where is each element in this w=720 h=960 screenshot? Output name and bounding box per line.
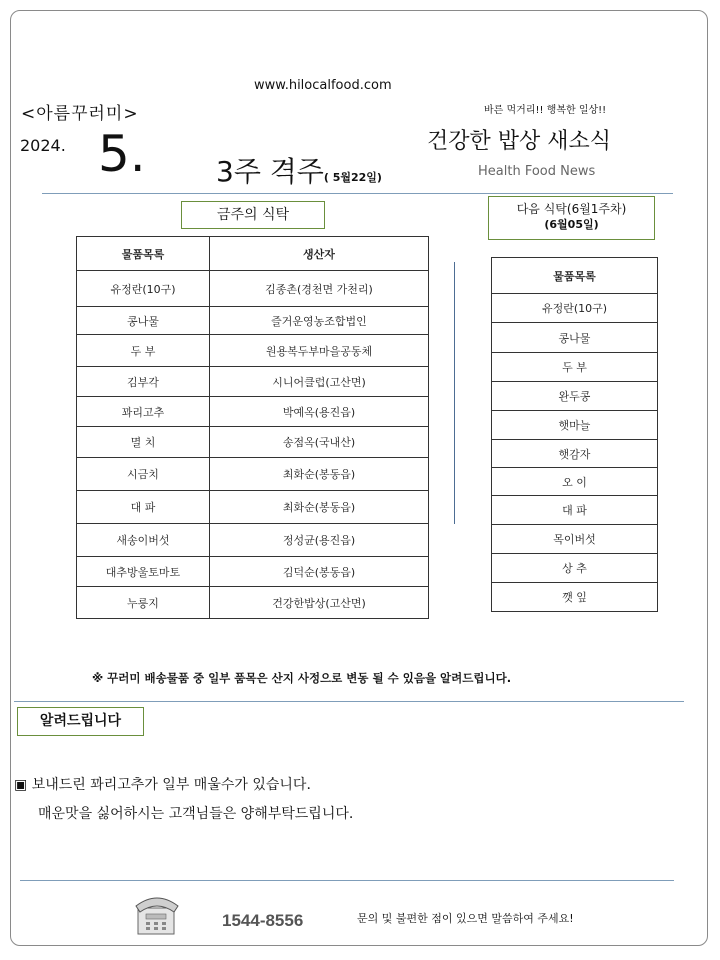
table-row — [492, 468, 658, 496]
issue-date: ( 5월22일) — [323, 171, 382, 184]
column-header-item: 물품목록 — [77, 237, 210, 271]
issue-year: 2024. — [20, 136, 66, 155]
item-cell: 깻 잎 — [492, 583, 658, 612]
producer-cell: 시니어클럽(고산면) — [210, 367, 429, 397]
producer-cell: 송점옥(국내산) — [210, 427, 429, 458]
item-cell: 콩나물 — [492, 323, 658, 353]
announcement-text-1: 보내드린 꽈리고추가 일부 매울수가 있습니다. — [31, 777, 311, 793]
table-header-row — [492, 258, 658, 294]
item-cell: 대 파 — [492, 496, 658, 525]
this-week-label: 금주의 식탁 — [181, 201, 325, 229]
producer-cell: 김덕순(봉동읍) — [210, 557, 429, 587]
column-divider — [454, 262, 455, 524]
item-cell: 햇마늘 — [492, 411, 658, 440]
table-row — [77, 524, 429, 557]
producer-cell: 원용복두부마을공동체 — [210, 335, 429, 367]
table-row — [77, 397, 429, 427]
item-cell: 콩나물 — [77, 307, 210, 335]
table-row — [492, 382, 658, 411]
website-url[interactable]: www.hilocalfood.com — [254, 78, 392, 93]
item-cell: 햇감자 — [492, 440, 658, 468]
next-week-label — [488, 196, 655, 240]
announcement-line-1 — [14, 774, 311, 794]
item-cell: 대 파 — [77, 491, 210, 524]
producer-cell: 정성균(용진읍) — [210, 524, 429, 557]
announcement-label: 알려드립니다 — [17, 707, 144, 736]
next-week-table — [491, 257, 658, 612]
producer-cell: 즐거운영농조합법인 — [210, 307, 429, 335]
item-cell: 김부각 — [77, 367, 210, 397]
table-row — [492, 294, 658, 323]
table-row — [77, 427, 429, 458]
next-week-date: (6월05일) — [544, 218, 599, 231]
table-row — [77, 458, 429, 491]
table-row — [77, 557, 429, 587]
phone-number[interactable]: 1544-8556 — [222, 911, 304, 930]
table-row — [77, 491, 429, 524]
table-row — [492, 496, 658, 525]
producer-cell: 최화순(봉동읍) — [210, 458, 429, 491]
issue-week — [216, 150, 382, 190]
table-row — [77, 367, 429, 397]
table-row — [492, 411, 658, 440]
notice-text: ※ 꾸러미 배송물품 중 일부 품목은 산지 사정으로 변동 될 수 있음을 알려드립니다. — [92, 671, 512, 685]
header-divider — [42, 193, 673, 194]
item-cell: 두 부 — [77, 335, 210, 367]
announcement-line-2: 매운맛을 싫어하시는 고객님들은 양해부탁드립니다. — [38, 806, 354, 822]
item-cell: 상 추 — [492, 554, 658, 583]
notice-divider — [14, 701, 684, 702]
table-row — [492, 525, 658, 554]
table-row — [492, 323, 658, 353]
item-cell: 두 부 — [492, 353, 658, 382]
this-week-table — [76, 236, 429, 619]
producer-cell: 김종촌(경천면 가천리) — [210, 271, 429, 307]
slogan: 바른 먹거리!! 행복한 일상!! — [484, 105, 607, 116]
footer-divider — [20, 880, 674, 881]
item-cell: 멸 치 — [77, 427, 210, 458]
item-cell: 새송이버섯 — [77, 524, 210, 557]
item-cell: 유정란(10구) — [492, 294, 658, 323]
brand-name: <아름꾸러미> — [21, 104, 139, 124]
item-cell: 대추방울토마토 — [77, 557, 210, 587]
newsletter-subtitle: Health Food News — [478, 164, 596, 179]
producer-cell: 최화순(봉동읍) — [210, 491, 429, 524]
item-cell: 유정란(10구) — [77, 271, 210, 307]
table-row — [492, 554, 658, 583]
phone-icon — [134, 888, 180, 938]
column-header-item: 물품목록 — [492, 258, 658, 294]
table-row — [77, 335, 429, 367]
next-week-title: 다음 식탁(6월1주차) — [516, 202, 627, 216]
table-row — [492, 583, 658, 612]
table-row — [77, 307, 429, 335]
item-cell: 완두콩 — [492, 382, 658, 411]
table-row — [492, 440, 658, 468]
item-cell: 꽈리고추 — [77, 397, 210, 427]
producer-cell: 박예옥(용진읍) — [210, 397, 429, 427]
producer-cell: 건강한밥상(고산면) — [210, 587, 429, 619]
bullet-icon: ▣ — [14, 777, 28, 793]
column-header-producer: 생산자 — [210, 237, 429, 271]
item-cell: 시금치 — [77, 458, 210, 491]
footer-message: 문의 및 불편한 점이 있으면 말씀하여 주세요! — [357, 912, 574, 925]
item-cell: 오 이 — [492, 468, 658, 496]
item-cell: 목이버섯 — [492, 525, 658, 554]
issue-month: 5. — [98, 125, 146, 183]
table-header-row — [77, 237, 429, 271]
table-row — [77, 587, 429, 619]
week-label: 3주 격주 — [216, 155, 324, 188]
table-row — [492, 353, 658, 382]
item-cell: 누룽지 — [77, 587, 210, 619]
table-row — [77, 271, 429, 307]
newsletter-title: 건강한 밥상 새소식 — [427, 129, 612, 154]
